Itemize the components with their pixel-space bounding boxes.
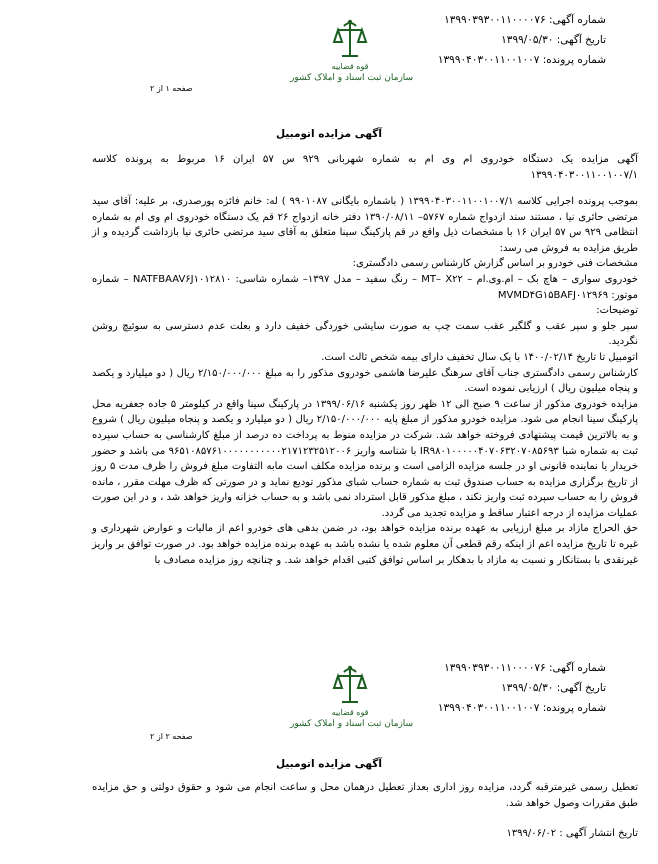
organization-name-secondary: سازمان ثبت اسناد و املاک کشور <box>290 719 414 729</box>
paragraph-appraisal: کارشناس رسمی دادگستری جناب آقای سرهنگ علیرضا هاشمی خودروی مذکور را به مبلغ ۲/۱۵۰/۰۰۰/۰۰۰ ریال ( دو میلیارد و یکصد و پنجاه میلیون ریال ) ارزیابی نموده است. <box>92 367 638 395</box>
notice-number: شماره آگهی: ۱۳۹۹۰۳۹۳۰۰۱۱۰۰۰۰۷۶ <box>444 662 606 674</box>
organization-name-primary: قوه قضاییه <box>331 62 369 71</box>
organization-name-primary: قوه قضاییه <box>331 708 369 717</box>
notice-date: تاریخ آگهی: ۱۳۹۹/۰۵/۳۰ <box>501 682 606 694</box>
organization-name-secondary: سازمان ثبت اسناد و املاک کشور <box>290 73 414 83</box>
page-label-1: صفحه ۱ از ۲ <box>150 84 193 93</box>
notice-title-1: آگهی مزایده اتومبیل <box>276 128 382 140</box>
notice-date: تاریخ آگهی: ۱۳۹۹/۰۵/۳۰ <box>501 34 606 46</box>
notice-title-2: آگهی مزایده اتومبیل <box>276 758 382 770</box>
paragraph-auction-terms: مزایده خودروی مذکور از ساعت ۹ صبح الی ۱۲ ظهر روز یکشنبه ۱۳۹۹/۰۶/۱۶ در پارکینگ سینا واقع در کیلومتر ۵ جاده جعفریه محل پارکینگ سینا انجام می شود. مزایده خودرو مذکور از مبلغ پایه ۲/۱۵۰/۰۰۰/۰۰۰ ریال ( دو میلیارد و یکصد و پنجاه میلیون ریال ) شروع و به بالاترین قیمت پیشنهادی فروخته خواهد شد. شرکت در مزایده منوط به پرداخت ده درصد از مبلغ کارشناسی به حساب سپرده ثبت به شماره شبا IR۹۸۰۱۰۰۰۰۰۴۰۷۰۶۳۲۰۷۰۸۵۶۹۳ با شناسه واریز ۹۶۵۱۰۸۵۷۶۱۰۰۰۰۰۰۰۰۰۰۰۲۱۷۱۲۳۲۵۱۲۰۰۶ می باشد و حضور خریدار یا نماینده قانونی او در جلسه مزایده الزامی است و برنده مزایده مکلف است مابه التفاوت مبلغ فروش را ظرف مدت ۵ روز از تاریخ برگزاری مزایده به حساب صندوق ثبت به شماره حساب شبای مذکور تودیع نماید و در صورتی که ظرف مهلت مقرر ، مانده فروش را به حساب سپرده ثبت واریز نکند ، مبلغ مذکور قابل استرداد نمی باشد و به حساب خزانه واریز خواهد شد ، و در این صورت عملیات مزایده از درجه اعتبار ساقط و مزایده تجدید می گردد. <box>92 398 639 519</box>
paragraph-holiday-clause: تعطیل رسمی غیرمترقبه گردد، مزایده روز اداری بعداز تعطیل درهمان محل و ساعت انجام می شود و حقوق دولتی و حق مزایده طبق مقررات وصول خواهد شد. <box>92 782 638 809</box>
notice-number: شماره آگهی: ۱۳۹۹۰۳۹۳۰۰۱۱۰۰۰۰۷۶ <box>444 14 606 26</box>
paragraph-fees: حق الحراج مازاد بر مبلغ ارزیابی به عهده برنده مزایده خواهد بود، در ضمن بدهی های خودرو اعم از مالیات و عوارض شهرداری و غیره تا تاریخ مزایده اعم از اینکه رقم قطعی آن معلوم شده یا نشده باشد به عهده برنده مزایده خواهد بود. در صورت توافق بر واریز غیرنقدی با بستانکار و نسبت به مازاد با بدهکار بر اساس توافق کتبی اقدام خواهد شد. و چنانچه روز مزایده مصادف با <box>92 523 638 566</box>
organization-logo-1 <box>290 18 414 84</box>
notice-meta-2 <box>438 658 606 718</box>
page-label-2: صفحه ۲ از ۲ <box>150 732 193 741</box>
file-number: شماره پرونده: ۱۳۹۹۰۴۰۳۰۰۱۱۰۰۱۰۰۷ <box>437 54 606 66</box>
publish-date: تاریخ انتشار آگهی : ۱۳۹۹/۰۶/۰۲ <box>506 828 638 839</box>
notice-body-1 <box>92 194 638 568</box>
paragraph-damage: سپر جلو و سپر عقب و گلگیر عقب سمت چپ به صورت سایشی خوردگی خفیف دارد و بعلت عدم دسترسی به سوئیچ روشن نگردید. <box>92 320 638 348</box>
paragraph-case-intro: بموجب پرونده اجرایی کلاسه ۱۳۹۹۰۴۰۳۰۰۱۱۰۰۱۰۰۷/۱ ( باشماره بایگانی ۹۹۰۱۰۸۷ ) له: خانم فائزه پورصدری، بر علیه: آقای سید مرتضی حائری نیا ، مستند سند ازدواج شماره ۵۷۶۷– ۱۳۹۰/۰۸/۱۱ دفتر خانه ازدواج ۲۶ قم یک دستگاه خودروی ام وی ام به شماره انتظامی ۹۲۹ س ۵۷ ایران ۱۶ با مشخصات ذیل واقع در قم پارکینگ سینا متعلق به آقای سید مرتضی حائری نیا بازداشت گردیده و از طریق مزایده به فروش می رسد: <box>92 196 638 254</box>
paragraph-vehicle-spec: خودروی سواری – هاچ بک – ام.وی.ام – MT– X۲۲ – رنگ سفید – مدل ۱۳۹۷– شماره شاسی: NATFBAAV۶J۱۰۱۲۸۱۰ – شماره موتور: MVMD۴G۱۵BAFJ۰۱۲۹۶۹ <box>92 273 638 301</box>
iran-judiciary-emblem-icon <box>328 664 372 708</box>
iran-judiciary-emblem-icon <box>328 18 372 62</box>
paragraph-notes-heading: توضیحات: <box>596 305 638 317</box>
paragraph-spec-heading: مشخصات فنی خودرو بر اساس گزارش کارشناس رسمی دادگستری: <box>352 258 638 270</box>
notice-body-2 <box>92 780 638 811</box>
organization-logo-2 <box>290 664 414 730</box>
file-number: شماره پرونده: ۱۳۹۹۰۴۰۳۰۰۱۱۰۰۱۰۰۷ <box>437 702 606 714</box>
paragraph-insurance: اتومبیل تا تاریخ ۱۴۰۰/۰۲/۱۴ با یک سال تخفیف دارای بیمه شخص ثالث است. <box>321 351 638 363</box>
notice-meta-1 <box>438 10 606 70</box>
notice-subtitle: آگهی مزایده یک دستگاه خودروی ام وی ام به شماره شهربانی ۹۲۹ س ۵۷ ایران ۱۶ مربوط به پرونده کلاسه ۱۳۹۹۰۴۰۳۰۰۱۱۰۰۱۰۰۷/۱ <box>92 154 639 181</box>
